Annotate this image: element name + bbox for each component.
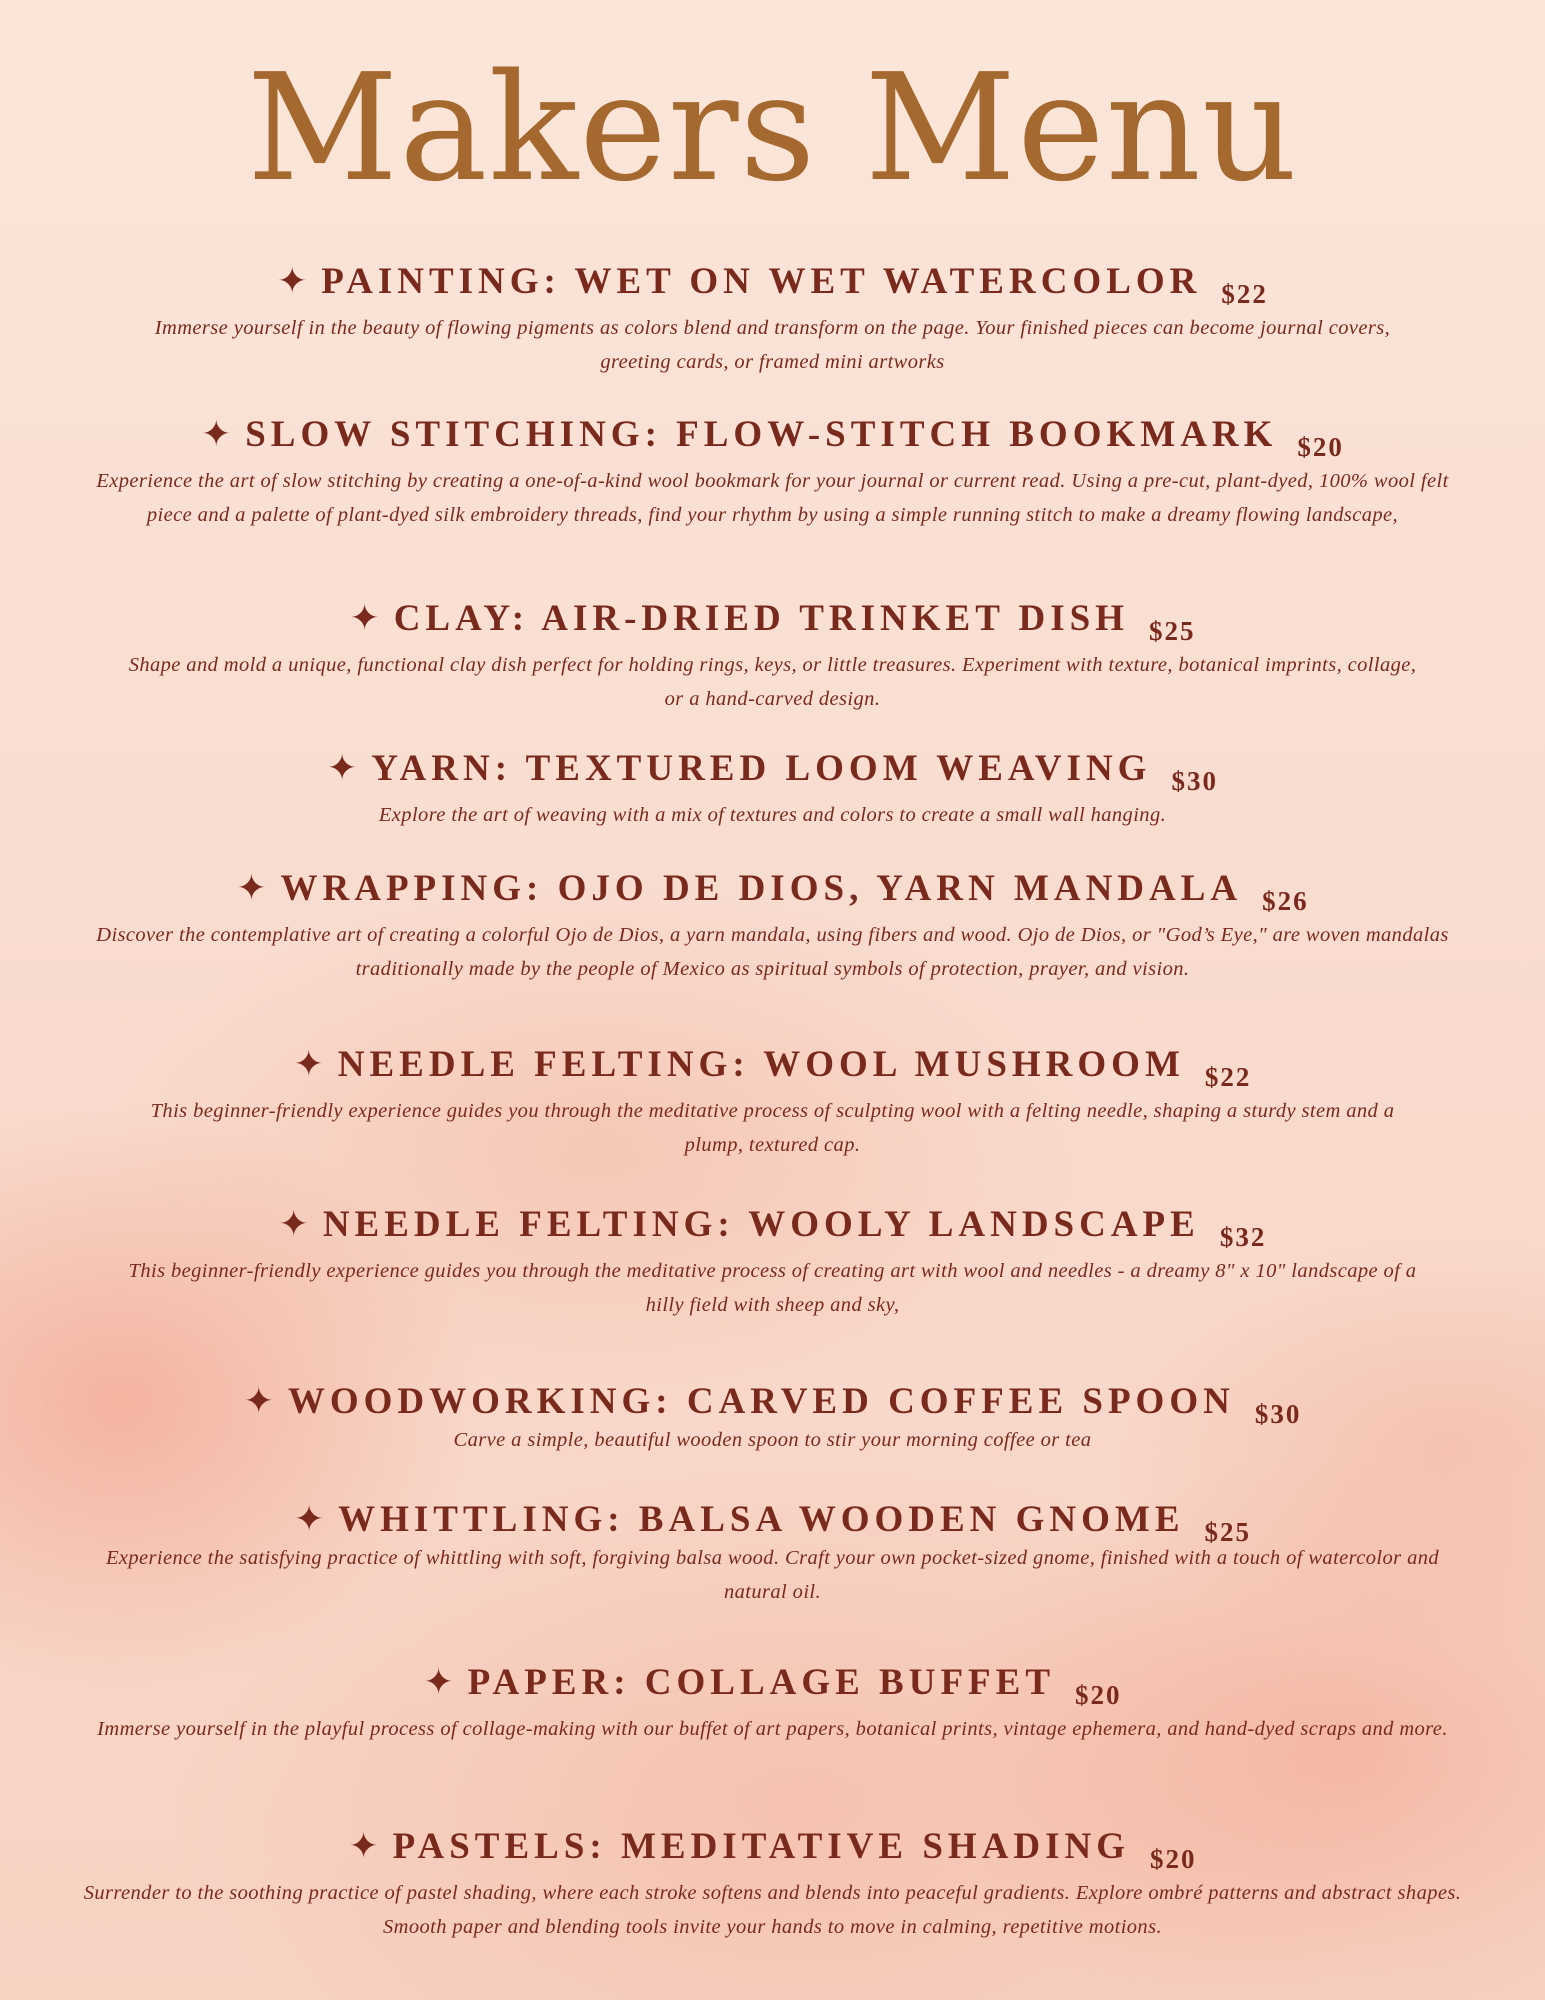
menu-item-heading xyxy=(50,253,1495,311)
sparkle-star-icon: ✦ xyxy=(201,414,232,455)
menu-item-name: SLOW STITCHING: FLOW-STITCH BOOKMARK xyxy=(245,414,1278,455)
menu-item-woodworking xyxy=(50,1373,1495,1457)
menu-item-description: Immerse yourself in the playful process of collage-making with our buffet of art papers, botanical prints, vintage ephemera, and hand-dyed scraps and more. xyxy=(97,1718,1448,1740)
menu-item-name: NEEDLE FELTING: WOOLY LANDSCAPE xyxy=(322,1204,1200,1245)
menu-item-price: $25 xyxy=(1204,1517,1252,1547)
menu-item-clay xyxy=(50,590,1495,716)
menu-title: Makers Menu xyxy=(246,42,1299,214)
menu-item-price: $20 xyxy=(1297,432,1344,462)
menu-item-price: $22 xyxy=(1204,1062,1252,1092)
menu-item-description: Experience the satisfying practice of whittling with soft, forgiving balsa wood. Craft your own pocket-sized gnome, finished with a touch of watercolor and natural oil. xyxy=(105,1547,1440,1603)
menu-item-heading xyxy=(50,860,1495,918)
menu-item-description: Experience the art of slow stitching by creating a one-of-a-kind wool bookmark for your journal or current read. Using a pre-cut, plant-dyed, 100% wool felt piece and a palette of plant-dyed silk embroidery threads, find your rhythm by using a simple running stitch to make a dreamy flowing landscape, xyxy=(96,470,1449,526)
menu-item-description: This beginner-friendly experience guides you through the meditative process of creating art with wool and needles - a dreamy 8" x 10" landscape of a hilly field with sheep and sky, xyxy=(128,1260,1417,1316)
menu-item-name: CLAY: AIR-DRIED TRINKET DISH xyxy=(393,598,1129,639)
menu-item-price: $22 xyxy=(1221,279,1268,309)
sparkle-star-icon: ✦ xyxy=(277,261,308,302)
menu-item-name: WRAPPING: OJO DE DIOS, YARN MANDALA xyxy=(280,868,1243,909)
menu-item-description: Discover the contemplative art of creating a colorful Ojo de Dios, a yarn mandala, using fibers and wood. Ojo de Dios, or "God’s Eye," are woven mandalas traditionally made by the people of Mexico as spiritual symbols of protection, prayer, and vision. xyxy=(96,924,1449,980)
menu-item-slow-stitching xyxy=(50,406,1495,532)
menu-item-price: $30 xyxy=(1171,766,1218,796)
menu-item-price: $30 xyxy=(1254,1399,1302,1429)
menu-item-name: NEEDLE FELTING: WOOL MUSHROOM xyxy=(337,1044,1185,1085)
menu-item-name: PAPER: COLLAGE BUFFET xyxy=(467,1662,1056,1703)
menu-item-name: WHITTLING: BALSA WOODEN GNOME xyxy=(338,1499,1185,1540)
sparkle-star-icon: ✦ xyxy=(293,1499,325,1540)
sparkle-star-icon: ✦ xyxy=(243,1381,274,1422)
sparkle-star-icon: ✦ xyxy=(349,598,380,639)
sparkle-star-icon: ✦ xyxy=(236,868,267,909)
menu-item-paper xyxy=(50,1654,1495,1746)
menu-item-heading xyxy=(50,740,1495,798)
menu-item-price: $32 xyxy=(1219,1222,1267,1252)
menu-item-description: Carve a simple, beautiful wooden spoon to stir your morning coffee or tea xyxy=(453,1429,1092,1451)
menu-item-description: Surrender to the soothing practice of pastel shading, where each stroke softens and blends into peaceful gradients. Explore ombré patterns and abstract shapes. Smooth paper and blending tools invite your hands to move in calming, repetitive motions. xyxy=(83,1882,1462,1938)
menu-item-name: PAINTING: WET ON WET WATERCOLOR xyxy=(321,261,1202,302)
menu-item-name: YARN: TEXTURED LOOM WEAVING xyxy=(371,748,1152,789)
menu-item-heading xyxy=(50,1036,1495,1094)
menu-item-name: PASTELS: MEDITATIVE SHADING xyxy=(392,1826,1131,1867)
sparkle-star-icon: ✦ xyxy=(327,748,358,789)
sparkle-star-icon: ✦ xyxy=(348,1826,379,1867)
menu-item-name: WOODWORKING: CARVED COFFEE SPOON xyxy=(287,1381,1235,1422)
menu-item-painting xyxy=(50,253,1495,379)
menu-item-yarn xyxy=(50,740,1495,832)
menu-item-description: Explore the art of weaving with a mix of textures and colors to create a small wall hanging. xyxy=(378,804,1167,826)
menu-item-whittling xyxy=(50,1491,1495,1609)
menu-item-price: $26 xyxy=(1262,886,1309,916)
menu-item-heading xyxy=(50,1818,1495,1876)
sparkle-star-icon: ✦ xyxy=(423,1662,454,1703)
menu-item-heading xyxy=(50,1654,1495,1712)
menu-item-price: $20 xyxy=(1150,1844,1197,1874)
menu-item-description: This beginner-friendly experience guides you through the meditative process of sculpting wool with a felting needle, shaping a sturdy stem and a plump, textured cap. xyxy=(150,1100,1395,1156)
sparkle-star-icon: ✦ xyxy=(278,1204,309,1245)
menu-item-wooly-landscape xyxy=(50,1196,1495,1322)
menu-item-heading xyxy=(50,406,1495,464)
menu-item-description: Shape and mold a unique, functional clay dish perfect for holding rings, keys, or little treasures. Experiment with texture, botanical imprints, collage, or a hand-carved design. xyxy=(128,654,1417,710)
menu-item-price: $20 xyxy=(1075,1680,1122,1710)
menu-item-wrapping xyxy=(50,860,1495,986)
menu-item-heading xyxy=(50,590,1495,648)
sparkle-star-icon: ✦ xyxy=(293,1044,324,1085)
menu-item-price: $25 xyxy=(1148,616,1196,646)
menu-item-wool-mushroom xyxy=(50,1036,1495,1162)
menu-item-pastels xyxy=(50,1818,1495,1944)
menu-item-description: Immerse yourself in the beauty of flowing pigments as colors blend and transform on the page. Your finished pieces can become journal covers, greeting cards, or framed mini artworks xyxy=(154,317,1391,373)
menu-item-heading xyxy=(50,1196,1495,1254)
